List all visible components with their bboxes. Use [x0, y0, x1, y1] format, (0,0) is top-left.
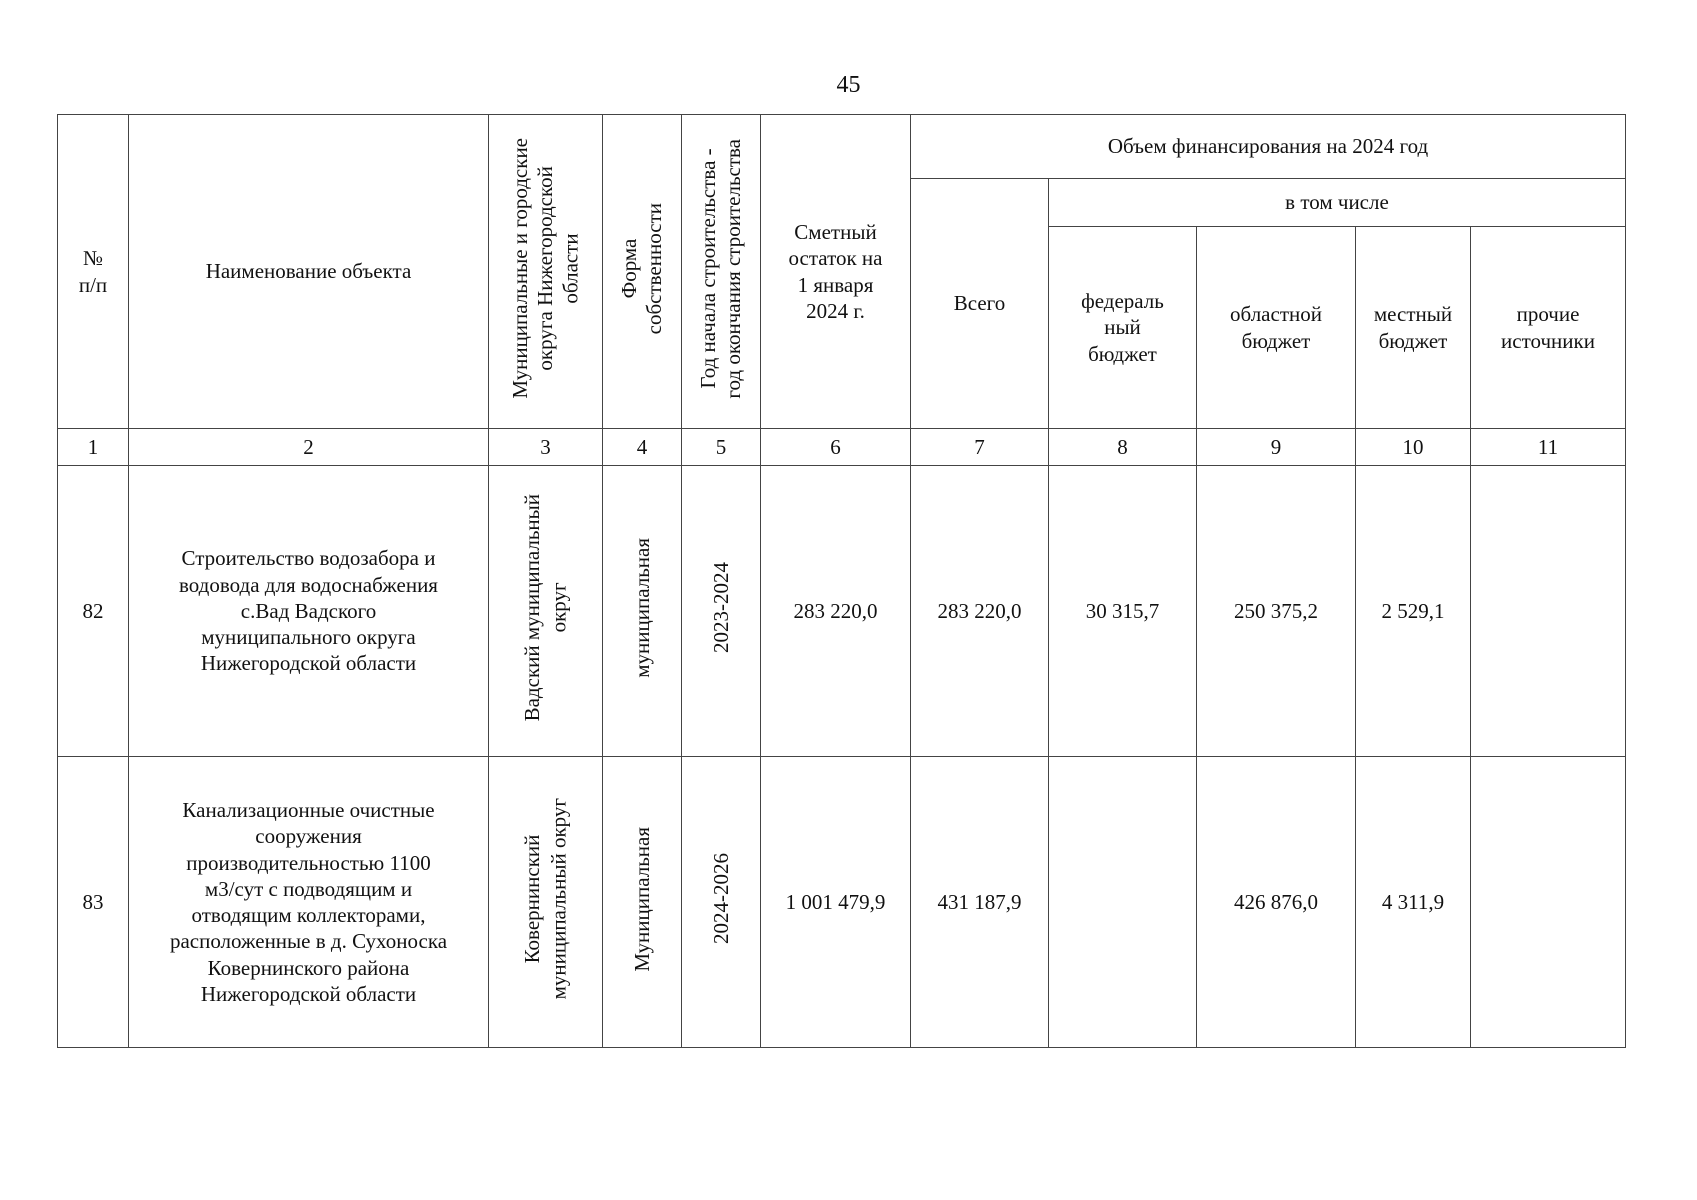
column-number: 5 [682, 429, 761, 466]
row-regional: 426 876,0 [1197, 757, 1356, 1048]
column-number: 8 [1049, 429, 1197, 466]
row-federal: 30 315,7 [1049, 466, 1197, 757]
header-federal: федераль ный бюджет [1049, 227, 1197, 429]
financing-table [57, 114, 1626, 1048]
column-number: 3 [489, 429, 603, 466]
row-other [1471, 757, 1626, 1048]
column-number: 10 [1356, 429, 1471, 466]
row-other [1471, 466, 1626, 757]
row-total: 431 187,9 [911, 757, 1049, 1048]
column-number: 6 [761, 429, 911, 466]
header-total: Всего [911, 179, 1049, 429]
header-regional: областной бюджет [1197, 227, 1356, 429]
header-local: местный бюджет [1356, 227, 1471, 429]
row-ownership: Муниципальная [603, 757, 682, 1048]
header-municipality: Муниципальные и городские округа Нижегородской области [489, 115, 603, 429]
row-object-name: Строительство водозабора и водовода для водоснабжения с.Вад Вадского муниципального округа Нижегородской области [129, 466, 489, 757]
row-regional: 250 375,2 [1197, 466, 1356, 757]
header-row-1 [58, 115, 1626, 179]
row-municipality: Ковернинский муниципальный округ [489, 757, 603, 1048]
header-years: Год начала строительства - год окончания строительства [682, 115, 761, 429]
header-num: № п/п [58, 115, 129, 429]
row-total: 283 220,0 [911, 466, 1049, 757]
row-num: 83 [58, 757, 129, 1048]
header-including: в том числе [1049, 179, 1626, 227]
page-number: 45 [836, 72, 861, 98]
row-local: 2 529,1 [1356, 466, 1471, 757]
row-num: 82 [58, 466, 129, 757]
header-balance: Сметный остаток на 1 января 2024 г. [761, 115, 911, 429]
row-municipality: Вадский муниципальный округ [489, 466, 603, 757]
column-number: 2 [129, 429, 489, 466]
row-local: 4 311,9 [1356, 757, 1471, 1048]
row-ownership: муниципальная [603, 466, 682, 757]
row-object-name: Канализационные очистные сооружения производительностью 1100 м3/сут с подводящим и отводящим коллекторами, расположенные в д. Сухоноска Ковернинского района Нижегородской области [129, 757, 489, 1048]
column-number: 11 [1471, 429, 1626, 466]
column-number: 9 [1197, 429, 1356, 466]
column-number: 1 [58, 429, 129, 466]
column-number-row [58, 429, 1626, 466]
header-funding-title: Объем финансирования на 2024 год [911, 115, 1626, 179]
row-years: 2024-2026 [682, 757, 761, 1048]
table-row [58, 466, 1626, 757]
row-balance: 1 001 479,9 [761, 757, 911, 1048]
header-ownership: Форма собственности [603, 115, 682, 429]
column-number: 4 [603, 429, 682, 466]
row-years: 2023-2024 [682, 466, 761, 757]
column-number: 7 [911, 429, 1049, 466]
header-name: Наименование объекта [129, 115, 489, 429]
row-federal [1049, 757, 1197, 1048]
table-row [58, 757, 1626, 1048]
row-balance: 283 220,0 [761, 466, 911, 757]
header-other: прочие источники [1471, 227, 1626, 429]
